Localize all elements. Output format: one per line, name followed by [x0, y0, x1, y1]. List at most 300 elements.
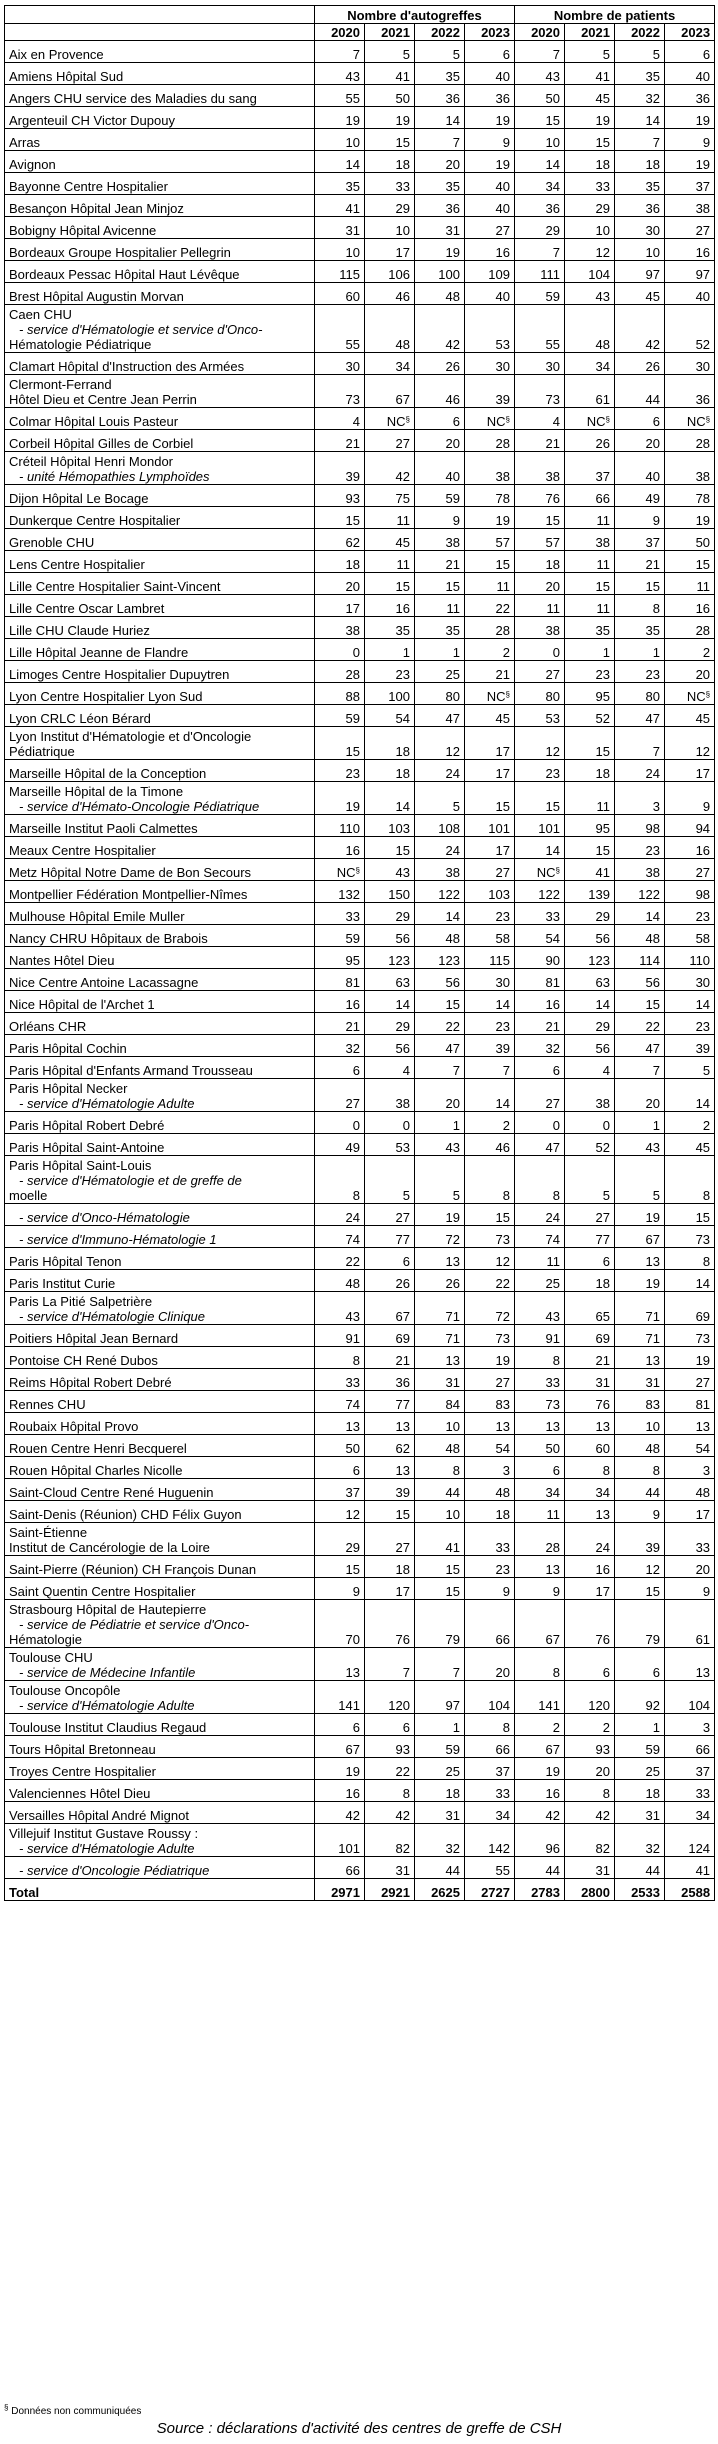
center-name-cell: [5, 1369, 315, 1391]
value-cell: 115: [465, 947, 515, 969]
value-cell: 54: [515, 925, 565, 947]
value-cell: 52: [565, 705, 615, 727]
center-name-line: Mulhouse Hôpital Emile Muller: [9, 909, 185, 924]
value-cell: 16: [665, 837, 715, 859]
value-cell: 139: [565, 881, 615, 903]
value-cell: 103: [365, 815, 415, 837]
center-name-line: Paris Hôpital Tenon: [9, 1254, 122, 1269]
table-row: [5, 661, 715, 683]
value-cell: 30: [515, 353, 565, 375]
value-cell: 60: [315, 283, 365, 305]
value-cell: 19: [415, 239, 465, 261]
value-cell: 29: [365, 1013, 415, 1035]
value-cell: 35: [615, 173, 665, 195]
value-cell: 13: [365, 1413, 415, 1435]
year-header: 2022: [415, 24, 465, 41]
value-cell: 1: [615, 1112, 665, 1134]
value-cell: NC§: [465, 408, 515, 430]
center-name-line: Paris Hôpital Robert Debré: [9, 1118, 165, 1133]
value-cell: 19: [665, 151, 715, 173]
value-cell: 17: [365, 239, 415, 261]
value-cell: 40: [465, 283, 515, 305]
center-name-line: Angers CHU service des Maladies du sang: [9, 91, 257, 106]
table-row: [5, 1714, 715, 1736]
value-cell: 43: [365, 859, 415, 881]
value-cell: 45: [365, 529, 415, 551]
value-cell: 10: [315, 239, 365, 261]
table-row: [5, 705, 715, 727]
center-name-cell: [5, 283, 315, 305]
value-cell: 1: [415, 1112, 465, 1134]
center-name-line: Montpellier Fédération Montpellier-Nîmes: [9, 887, 248, 902]
value-cell: 56: [565, 925, 615, 947]
value-cell: 35: [415, 63, 465, 85]
value-cell: 66: [465, 1600, 515, 1648]
value-cell: 20: [315, 573, 365, 595]
center-name-cell: [5, 85, 315, 107]
value-cell: 81: [515, 969, 565, 991]
value-cell: 20: [615, 430, 665, 452]
value-cell: 31: [415, 1369, 465, 1391]
center-name-line: Paris La Pitié Salpetrière: [9, 1294, 153, 1309]
value-cell: 40: [465, 63, 515, 85]
center-name-line: Paris Hôpital d'Enfants Armand Trousseau: [9, 1063, 253, 1078]
center-name-line: Besançon Hôpital Jean Minjoz: [9, 201, 184, 216]
center-name-cell: [5, 760, 315, 782]
value-cell: 21: [315, 1013, 365, 1035]
center-name-line: - service de Médecine Infantile: [19, 1665, 196, 1680]
value-cell: 41: [565, 63, 615, 85]
value-cell: 34: [365, 353, 415, 375]
value-cell: 19: [465, 151, 515, 173]
value-cell: 46: [415, 375, 465, 408]
table-row: [5, 1681, 715, 1714]
center-name-line: Strasbourg Hôpital de Hautepierre: [9, 1602, 207, 1617]
center-name-line: Caen CHU: [9, 307, 72, 322]
table-body: [5, 41, 715, 1879]
value-cell: 8: [415, 1457, 465, 1479]
value-cell: 9: [615, 1501, 665, 1523]
center-name-line: Hématologie Pédiatrique: [9, 337, 152, 352]
value-cell: 78: [465, 485, 515, 507]
value-cell: 69: [565, 1325, 615, 1347]
value-cell: 16: [465, 239, 515, 261]
value-cell: 5: [415, 782, 465, 815]
center-name-line: Dijon Hôpital Le Bocage: [9, 491, 149, 506]
value-cell: 22: [365, 1758, 415, 1780]
value-cell: 10: [415, 1413, 465, 1435]
value-cell: 18: [365, 1556, 415, 1578]
value-cell: 47: [615, 1035, 665, 1057]
value-cell: 33: [665, 1780, 715, 1802]
value-cell: 63: [565, 969, 615, 991]
value-cell: 20: [665, 661, 715, 683]
value-cell: 15: [315, 1556, 365, 1578]
value-cell: 56: [415, 969, 465, 991]
center-name-cell: [5, 903, 315, 925]
center-name-line: Paris Institut Curie: [9, 1276, 116, 1291]
value-cell: 4: [515, 408, 565, 430]
center-name-cell: [5, 1523, 315, 1556]
value-cell: 11: [565, 507, 615, 529]
table-row: [5, 353, 715, 375]
value-cell: 16: [665, 595, 715, 617]
center-name-line: Lille Centre Hospitalier Saint-Vincent: [9, 579, 221, 594]
value-cell: 106: [365, 261, 415, 283]
value-cell: 7: [515, 239, 565, 261]
value-cell: 16: [365, 595, 415, 617]
value-cell: 18: [465, 1501, 515, 1523]
value-cell: 6: [615, 408, 665, 430]
value-cell: 12: [565, 239, 615, 261]
table-row: [5, 617, 715, 639]
center-name-cell: [5, 353, 315, 375]
value-cell: 34: [565, 1479, 615, 1501]
center-name-line: Rennes CHU: [9, 1397, 86, 1412]
center-name-cell: [5, 705, 315, 727]
value-cell: 6: [515, 1457, 565, 1479]
value-cell: 73: [465, 1226, 515, 1248]
value-cell: 31: [415, 217, 465, 239]
value-cell: 15: [515, 107, 565, 129]
center-name-line: Corbeil Hôpital Gilles de Corbiel: [9, 436, 194, 451]
value-cell: 18: [615, 151, 665, 173]
value-cell: 38: [515, 617, 565, 639]
table-row: [5, 452, 715, 485]
value-cell: 6: [365, 1248, 415, 1270]
center-name-line: Saint-Denis (Réunion) CHD Félix Guyon: [9, 1507, 242, 1522]
value-cell: 28: [665, 430, 715, 452]
table-row: [5, 551, 715, 573]
value-cell: 6: [465, 41, 515, 63]
value-cell: 13: [315, 1648, 365, 1681]
center-name-line: - service de Pédiatrie et service d'Onco-: [19, 1617, 250, 1632]
value-cell: 9: [665, 129, 715, 151]
center-name-cell: [5, 1556, 315, 1578]
table-row: [5, 760, 715, 782]
value-cell: 16: [315, 1780, 365, 1802]
value-cell: 19: [315, 782, 365, 815]
value-cell: 9: [415, 507, 465, 529]
value-cell: 40: [415, 452, 465, 485]
table-row: [5, 1204, 715, 1226]
value-cell: 19: [365, 107, 415, 129]
value-cell: 8: [315, 1347, 365, 1369]
value-cell: 17: [665, 760, 715, 782]
value-cell: 12: [315, 1501, 365, 1523]
value-cell: 27: [515, 1079, 565, 1112]
value-cell: 35: [365, 617, 415, 639]
value-cell: 33: [565, 173, 615, 195]
value-cell: 27: [465, 859, 515, 881]
value-cell: 32: [415, 1824, 465, 1857]
value-cell: 27: [365, 1523, 415, 1556]
value-cell: 13: [665, 1413, 715, 1435]
value-cell: 10: [615, 1413, 665, 1435]
center-name-cell: [5, 1413, 315, 1435]
value-cell: 6: [365, 1714, 415, 1736]
value-cell: 11: [665, 573, 715, 595]
value-cell: 19: [615, 1204, 665, 1226]
center-name-line: Valenciennes Hôtel Dieu: [9, 1786, 151, 1801]
center-name-cell: [5, 815, 315, 837]
value-cell: 13: [615, 1248, 665, 1270]
value-cell: 24: [415, 760, 465, 782]
table-row: [5, 1648, 715, 1681]
value-cell: 101: [465, 815, 515, 837]
value-cell: 93: [365, 1736, 415, 1758]
value-cell: 13: [565, 1501, 615, 1523]
value-cell: 39: [465, 1035, 515, 1057]
value-cell: 17: [465, 760, 515, 782]
value-cell: 55: [315, 85, 365, 107]
center-name-cell: [5, 1112, 315, 1134]
value-cell: 101: [315, 1824, 365, 1857]
value-cell: 7: [415, 1057, 465, 1079]
value-cell: 4: [365, 1057, 415, 1079]
value-cell: 31: [315, 217, 365, 239]
value-cell: 123: [365, 947, 415, 969]
table-row: [5, 529, 715, 551]
value-cell: 17: [315, 595, 365, 617]
value-cell: 16: [315, 991, 365, 1013]
value-cell: 76: [365, 1600, 415, 1648]
center-name-cell: [5, 1758, 315, 1780]
value-cell: 98: [665, 881, 715, 903]
value-cell: 14: [665, 991, 715, 1013]
value-cell: 77: [565, 1226, 615, 1248]
value-cell: 9: [315, 1578, 365, 1600]
total-value: 2783: [515, 1879, 565, 1901]
table-row: [5, 1479, 715, 1501]
value-cell: 21: [315, 430, 365, 452]
center-name-line: Clermont-Ferrand: [9, 377, 112, 392]
value-cell: 43: [315, 63, 365, 85]
value-cell: 56: [365, 1035, 415, 1057]
value-cell: 28: [665, 617, 715, 639]
table-row: [5, 507, 715, 529]
value-cell: 40: [465, 173, 515, 195]
value-cell: 101: [515, 815, 565, 837]
value-cell: 11: [365, 551, 415, 573]
value-cell: 78: [665, 485, 715, 507]
value-cell: 8: [365, 1780, 415, 1802]
table-row: [5, 1457, 715, 1479]
value-cell: 22: [465, 1270, 515, 1292]
value-cell: 132: [315, 881, 365, 903]
value-cell: 24: [615, 760, 665, 782]
value-cell: 50: [515, 1435, 565, 1457]
center-name-cell: [5, 1435, 315, 1457]
value-cell: 110: [665, 947, 715, 969]
value-cell: 15: [615, 1578, 665, 1600]
value-cell: 6: [665, 41, 715, 63]
value-cell: 48: [465, 1479, 515, 1501]
center-name-cell: [5, 217, 315, 239]
center-name-cell: [5, 1578, 315, 1600]
value-cell: 18: [365, 151, 415, 173]
value-cell: 21: [565, 1347, 615, 1369]
center-name-line: - service d'Hématologie Adulte: [19, 1698, 195, 1713]
value-cell: 15: [465, 782, 515, 815]
value-cell: 27: [315, 1079, 365, 1112]
value-cell: 14: [315, 151, 365, 173]
value-cell: 29: [565, 1013, 615, 1035]
value-cell: 7: [315, 41, 365, 63]
table-row: [5, 1578, 715, 1600]
value-cell: 39: [365, 1479, 415, 1501]
value-cell: 14: [415, 903, 465, 925]
value-cell: 110: [315, 815, 365, 837]
value-cell: 21: [515, 1013, 565, 1035]
center-name-cell: [5, 1802, 315, 1824]
value-cell: 29: [515, 217, 565, 239]
center-name-line: Institut de Cancérologie de la Loire: [9, 1540, 210, 1555]
value-cell: 6: [615, 1648, 665, 1681]
value-cell: 42: [365, 452, 415, 485]
value-cell: 17: [565, 1578, 615, 1600]
value-cell: 76: [565, 1391, 615, 1413]
value-cell: 48: [565, 305, 615, 353]
value-cell: 54: [665, 1435, 715, 1457]
center-name-line: Toulouse Oncopôle: [9, 1683, 121, 1698]
value-cell: 13: [615, 1347, 665, 1369]
value-cell: 28: [465, 617, 515, 639]
center-name-cell: [5, 1325, 315, 1347]
center-name-cell: [5, 1156, 315, 1204]
value-cell: 8: [565, 1780, 615, 1802]
table-row: [5, 41, 715, 63]
value-cell: 50: [315, 1435, 365, 1457]
value-cell: 70: [315, 1600, 365, 1648]
value-cell: 36: [515, 195, 565, 217]
table-row: [5, 283, 715, 305]
value-cell: 73: [665, 1226, 715, 1248]
value-cell: 19: [615, 1270, 665, 1292]
center-name-cell: [5, 173, 315, 195]
table-row: [5, 903, 715, 925]
center-name-line: Paris Hôpital Necker: [9, 1081, 128, 1096]
value-cell: 45: [665, 705, 715, 727]
value-cell: NC§: [665, 408, 715, 430]
year-header: 2021: [565, 24, 615, 41]
value-cell: 45: [465, 705, 515, 727]
header-blank-cell: [5, 6, 315, 24]
center-name-line: Saint Quentin Centre Hospitalier: [9, 1584, 196, 1599]
value-cell: 12: [515, 727, 565, 760]
value-cell: 124: [665, 1824, 715, 1857]
center-name-cell: [5, 595, 315, 617]
center-name-line: Marseille Institut Paoli Calmettes: [9, 821, 198, 836]
value-cell: 31: [365, 1857, 415, 1879]
value-cell: 15: [515, 782, 565, 815]
value-cell: 26: [365, 1270, 415, 1292]
value-cell: 20: [415, 1079, 465, 1112]
value-cell: 67: [315, 1736, 365, 1758]
center-name-cell: [5, 1648, 315, 1681]
value-cell: 14: [415, 107, 465, 129]
value-cell: 49: [315, 1134, 365, 1156]
value-cell: 9: [615, 507, 665, 529]
value-cell: 81: [315, 969, 365, 991]
center-name-line: Orléans CHR: [9, 1019, 87, 1034]
center-name-line: Arras: [9, 135, 41, 150]
center-name-line: - service d'Onco-Hématologie: [19, 1210, 190, 1225]
value-cell: 122: [515, 881, 565, 903]
value-cell: 8: [465, 1156, 515, 1204]
table-row: [5, 683, 715, 705]
value-cell: 19: [465, 1347, 515, 1369]
year-header: 2023: [465, 24, 515, 41]
center-name-line: - unité Hémopathies Lymphoïdes: [19, 469, 210, 484]
value-cell: 92: [615, 1681, 665, 1714]
center-name-line: Grenoble CHU: [9, 535, 95, 550]
center-name-line: - service d'Immuno-Hématologie 1: [19, 1232, 217, 1247]
table-row: [5, 947, 715, 969]
value-cell: 3: [665, 1714, 715, 1736]
value-cell: 59: [515, 283, 565, 305]
center-name-cell: [5, 617, 315, 639]
value-cell: 43: [515, 1292, 565, 1325]
value-cell: 95: [565, 815, 615, 837]
table-row: [5, 430, 715, 452]
value-cell: 142: [465, 1824, 515, 1857]
center-name-line: Argenteuil CH Victor Dupouy: [9, 113, 175, 128]
value-cell: 47: [615, 705, 665, 727]
value-cell: 35: [615, 617, 665, 639]
table-row: [5, 1057, 715, 1079]
table-row: [5, 129, 715, 151]
footnote: § Données non communiquées: [4, 2403, 142, 2417]
table-row: [5, 1248, 715, 1270]
value-cell: 26: [415, 1270, 465, 1292]
center-name-line: Dunkerque Centre Hospitalier: [9, 513, 181, 528]
value-cell: 5: [615, 41, 665, 63]
center-name-cell: [5, 507, 315, 529]
value-cell: 13: [565, 1413, 615, 1435]
value-cell: 9: [465, 1578, 515, 1600]
value-cell: 23: [615, 837, 665, 859]
value-cell: 10: [415, 1501, 465, 1523]
center-name-cell: [5, 1013, 315, 1035]
value-cell: 48: [415, 283, 465, 305]
value-cell: 53: [465, 305, 515, 353]
table-row: [5, 1079, 715, 1112]
table-row: [5, 969, 715, 991]
value-cell: 42: [565, 1802, 615, 1824]
value-cell: 39: [315, 452, 365, 485]
center-name-line: Amiens Hôpital Sud: [9, 69, 124, 84]
value-cell: 15: [365, 573, 415, 595]
value-cell: 2: [515, 1714, 565, 1736]
value-cell: 53: [515, 705, 565, 727]
value-cell: 12: [415, 727, 465, 760]
center-name-line: Meaux Centre Hospitalier: [9, 843, 156, 858]
value-cell: 41: [665, 1857, 715, 1879]
center-name-line: Lille Hôpital Jeanne de Flandre: [9, 645, 189, 660]
value-cell: 48: [365, 305, 415, 353]
value-cell: 17: [465, 837, 515, 859]
table-row: [5, 1802, 715, 1824]
total-value: 2727: [465, 1879, 515, 1901]
center-name-cell: [5, 991, 315, 1013]
center-name-line: Metz Hôpital Notre Dame de Bon Secours: [9, 865, 252, 880]
total-value: 2921: [365, 1879, 415, 1901]
value-cell: 37: [665, 173, 715, 195]
center-name-line: - service d'Oncologie Pédiatrique: [19, 1863, 210, 1878]
value-cell: 77: [365, 1391, 415, 1413]
value-cell: 80: [615, 683, 665, 705]
